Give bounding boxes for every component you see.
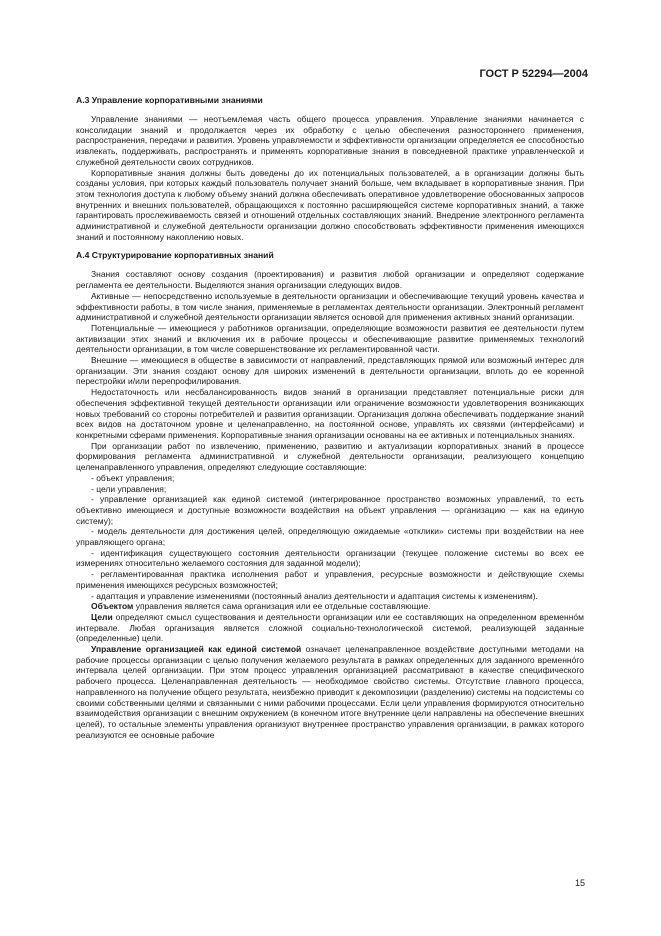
paragraph: Внешние — имеющиеся в обществе в зависимости от направлений, представляющих прямой или возможный интерес для организации. Эти знания создают основу для широких изменений в деятельности организации, вплоть до ее коренной перестройки и/или перепрофилирования. [76, 355, 584, 387]
paragraph: Управление знаниями — неотъемлемая часть общего процесса управления. Управление знаниями начинается с консолидации знаний и продолжается через их обработку с целью обеспечения разностороннего применения, распространения, передачи и развития. Уровень управляемости и эффективности организации определяется ее способностью извлекать, поддерживать, распространять и применять корпоративные знания в повседневной практике управленческой и служебной деятельности своих сотрудников. [76, 114, 584, 167]
paragraph: При организации работ по извлечению, применению, развитию и актуализации корпоративных знаний в процессе формирования регламента административной и служебной деятельности организации, реализующего концепцию целенаправленного управления, определяют следующие составляющие: [76, 440, 584, 473]
paragraph: Корпоративные знания должны быть доведены до их потенциальных пользователей, а в организации должны быть созданы условия, при которых каждый пользователь получает знаний больше, чем вкладывает в корпоративные знания. При этом технология доступа к любому объему знаний должна обеспечивать оперативное удовлетворение обоснованных запросов внутренних и внешних пользователей, обращающихся к постоянно расширяющейся системе корпоративных знаний, а также гарантировать прослеживаемость связей и отношений отдельных составляющих знаний. Внедрение электронного регламента административной и служебной деятельности организации должно способствовать эффективности применения имеющихся знаний и постоянному накоплению новых. [76, 167, 584, 242]
list-item: - идентификация существующего состояния деятельности организации (текущее положение системы во всех ее измерениях относительно желаемого состояния для заданной модели); [76, 547, 584, 569]
goals-text: определяют смысл существования и деятельности организации или ее составляющих на определенном временно́м интервале. Любая организация является сложной социально-технологической системой, реализующей заданные (определенные) цели. [76, 611, 584, 644]
management-text: означает целенаправленное воздействие доступными методами на рабочие процессы организации с целью получения желаемого результата в рамках определенных для заданного временно́го интервала целей организации. При этом процесс управления организацией рассматривают в качестве специфического рабочего процесса. Целенаправленная деятельность — необходимое свойство системы. Отсутствие главного процесса, направленного на получение общего результата, неизбежно приводит к декомпозиции (разделению) системы на подсистемы со своими собственными целями и связанными с ними рабочими процессами. Если цели управления формируются относительно взаимодействия организации с внешним окружением (в конечном итоге внутренние цели направлены на обеспечение внешних целей), то остальные элементы управления организуют внутреннее пространство управления организации, в рамках которого реализуются ее основные рабочие [76, 644, 584, 740]
list-item: - регламентированная практика исполнения работ и управления, ресурсные возможности и действующие схемы применения имеющихся ресурсных возможностей; [76, 569, 584, 590]
list-item: - объект управления; [91, 472, 175, 483]
page-number: 15 [574, 878, 585, 888]
list-item: - цели управления; [91, 483, 167, 494]
term-goals: Цели [91, 611, 113, 622]
term-object: Объектом [91, 601, 134, 612]
standard-id-header: ГОСТ Р 52294—2004 [479, 68, 588, 80]
management-paragraph [76, 644, 584, 740]
section-title-a4: А.4 Структурирование корпоративных знаний [76, 250, 274, 261]
list-item: - адаптация и управление изменениями (постоянный анализ деятельности и адаптация системы к изменениям). [91, 590, 538, 601]
term-management: Управление организацией как единой системой [91, 644, 302, 655]
paragraph: Знания составляют основу создания (проектирования) и развития любой организации и определяют содержание регламента ее деятельности. Выделяются знания организации следующих видов. [76, 269, 584, 291]
paragraph: Недостаточность или несбалансированность видов знаний в организации представляет потенциальные риски для обеспечения эффективной текущей деятельности организации или ограничение возможности удовлетворения возникающих новых требований со стороны потребителей и развития организации. Организация должна обеспечивать поддержание знаний всех видов на достаточном уровне и целенаправленно, на постоянной основе, управлять их связями (интерфейсами) и конкретными сферами применения. Корпоративные знания организации основаны на ее активных и потенциальных знаниях. [76, 387, 584, 440]
components-list [76, 473, 584, 601]
paragraph: Активные — непосредственно используемые в деятельности организации и обеспечивающие текущий уровень качества и эффективности работы, в том числе знания, применяемые в регламентах деятельности организации. Электронный регламент административной и служебной деятельности организации является основой для применения активных знаний организации. [76, 290, 584, 323]
goals-paragraph [76, 612, 584, 644]
object-paragraph [76, 601, 584, 612]
page-content [76, 95, 584, 740]
object-text: управления является сама организация или ее отдельные составляющие. [133, 601, 431, 612]
list-item: - модель деятельности для достижения целей, определяющую ожидаемые «отклики» системы при воздействии на нее управляющего органа; [76, 526, 584, 548]
section-title-a3: А.3 Управление корпоративными знаниями [76, 95, 263, 105]
paragraph: Потенциальные — имеющиеся у работников организации, определяющие возможности развития ее деятельности путем активизации этих знаний и включения их в рабочие процессы и обеспечивающие развитие применяемых технологий деятельности организации, в том числе совершенствование их регламентированной части. [76, 322, 584, 355]
list-item: - управление организацией как единой системой (интегрированное пространство возможных управлений, то есть объективно имеющиеся и доступные возможности воздействия на объект управления — организацию — как на единую систему); [76, 494, 584, 526]
